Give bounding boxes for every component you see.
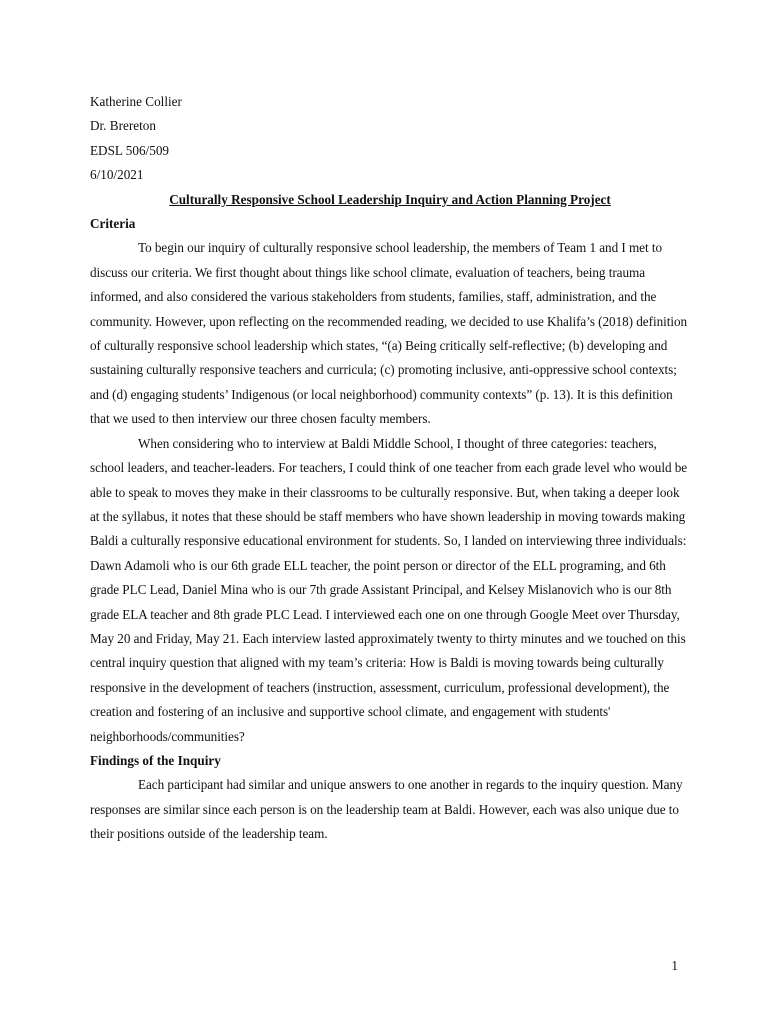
author-name: Katherine Collier bbox=[90, 94, 182, 109]
document-title: Culturally Responsive School Leadership Inquiry and Action Planning Project bbox=[169, 191, 611, 207]
findings-heading: Findings of the Inquiry bbox=[90, 752, 221, 768]
course-code: EDSL 506/509 bbox=[90, 142, 170, 158]
criteria-heading: Criteria bbox=[90, 216, 136, 232]
criteria-paragraph-2: When considering who to interview at Baldi Middle School, I thought of three categories: teachers, school leaders, and teacher-leaders. For teachers, I could think of one teacher from each grade level who would be able to speak to moves they make in their classrooms to be culturally responsive. But, when taking a deeper look at the syllabus, it notes that these should be staff members who have shown leadership in moving towards making Baldi a culturally responsive educational environment for students. So, I landed on interviewing three individuals: Dawn Adamoli who is our 6th grade ELL teacher, the point person or director of the ELL programing, and 6th grade PLC Lead, Daniel Mina who is our 7th grade Assistant Principal, and Kelsey Mislanovich who is our 8th grade ELA teacher and 8th grade PLC Lead. I interviewed each one on one through Google Meet over Thursday, May 20 and Friday, May 21. Each interview lasted approximately twenty to thirty minutes and we touched on this central inquiry question that aligned with my team’s criteria: How is Baldi is moving towards being culturally responsive in the development of teachers (instruction, assessment, curriculum, professional development), the creation and fostering of an inclusive and supportive school climate, and engagement with students' neighborhoods/communities? bbox=[90, 435, 688, 744]
document-body bbox=[90, 90, 690, 847]
page-number: 1 bbox=[671, 958, 678, 973]
criteria-paragraph-1: To begin our inquiry of culturally responsive school leadership, the members of Team 1 and I met to discuss our criteria. We first thought about things like school climate, evaluation of teachers, being trauma informed, and also considered the various stakeholders from students, families, staff, administration, and the community. However, upon reflecting on the recommended reading, we decided to use Khalifa’s (2018) definition of culturally responsive school leadership which states, “(a) Being critically self-reflective; (b) developing and sustaining culturally responsive teachers and curricula; (c) promoting inclusive, anti-oppressive school contexts; and (d) engaging students’ Indigenous (or local neighborhood) community contexts” (p. 13). It is this definition that we used to then interview our three chosen faculty members. bbox=[90, 240, 688, 427]
document-date: 6/10/2021 bbox=[90, 167, 144, 183]
instructor-name: Dr. Brereton bbox=[90, 118, 156, 134]
findings-paragraph-1: Each participant had similar and unique answers to one another in regards to the inquiry question. Many responses are similar since each person is on the leadership team at Baldi. However, each was also unique due to their positions outside of the leadership team. bbox=[90, 777, 683, 842]
